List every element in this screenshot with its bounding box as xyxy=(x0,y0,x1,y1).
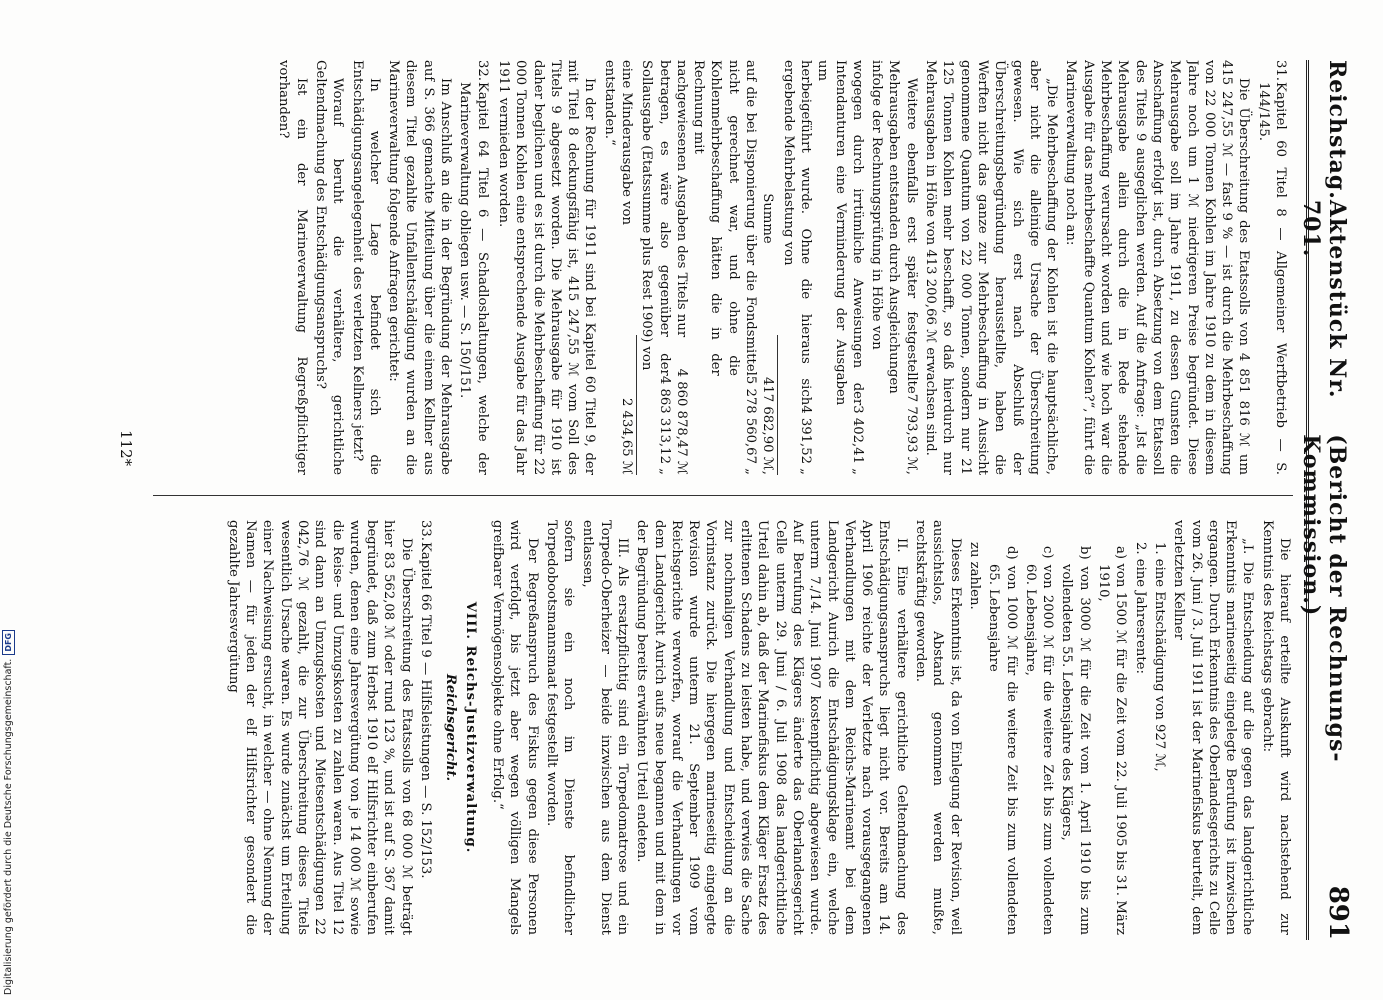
paragraph: Worauf beruht die verhältere, gerichtliche Geltendmachung des Entschädigungsanspruchs? xyxy=(312,60,346,475)
paragraph: II. Eine verhältere gerichtliche Geltendmachung des Entschädigungsanspruchs liegt nicht vor. Bereits am 14. April 1906 reichte der Verletzte nach vorausgegangenen Verhandlungen mit dem Reichs-Marineamt bei dem Landgericht Aurich die Entschädigungsklage ein, welche unterm 7./14. Juni 1907 kostenpflichtig abgewiesen wurde. Auf Berufung des Klägers änderte das Oberlandesgericht Celle unterm 29. Juni / 6. Juli 1908 das landgerichtliche Urteil dahin ab, daß der Marinefiskus dem Kläger Ersatz des erlittenen Schadens zu leisten habe, und verwies die Sache zur nochmaligen Verhandlung und Entscheidung an die Vorinstanz zurück. Die hiergegen marineseitig eingelegte Revision wurde unterm 21. September 1909 vom Reichsgerichte verworfen, worauf die Verhandlungen vor dem Landgericht Aurich aufs neue begannen und mit dem in der Begründung bereits erwähnten Urteil endeten. xyxy=(634,520,909,935)
header-reichstag: Reichstag. xyxy=(1324,60,1350,200)
list-end: zu zahlen. xyxy=(966,542,982,610)
item-31-heading xyxy=(1254,60,1289,475)
amount-label: Weitere ebenfalls erst später festgestellte Mehrausgaben entstanden durch Ausgleichungen infolge der Rechnungsprüfung in Höhe von xyxy=(869,60,919,394)
amount-row xyxy=(673,60,690,475)
paragraph: „I. Die Entscheidung auf die gegen das landgerichtliche Erkenntnis marineseitig eingelegte Berufung ist inzwischen ergangen. Durch Erkenntnis des Oberlandesgerichts zu Celle vom 26. Juni / 3. Juli 1911 ist der Marinefiskus beurteilt, dem verletzten Kellner xyxy=(1171,520,1256,935)
list-item: 2. eine Jahresrente: xyxy=(1132,542,1148,674)
sum-value: 417 682,90 ℳ, xyxy=(760,377,776,475)
list-item: 1. eine Entschädigung von 927 ℳ, xyxy=(1151,542,1167,772)
page-number: 891 xyxy=(1323,885,1353,940)
amount-label: wogegen durch irrtümliche Anweisungen der Intendanturen eine Verminderung der Ausgaben um xyxy=(815,60,865,406)
item-31-title: Kapitel 60 Titel 8 — Allgemeiner Werftbetrieb — S. 144/145. xyxy=(1255,82,1288,475)
list-item: a) von 1500 ℳ für die Zeit vom 22. Juli 1905 bis 31. März 1910, xyxy=(1096,546,1129,935)
paragraph: sofern sie ein noch im Dienste befindlicher Torpedobootsmannsmaat festgestellt worden. xyxy=(543,520,577,935)
paragraph: Die Überschreitung des Etatssolls von 68 000 ℳ beträgt hier 83 562,08 ℳ oder rund 123 %, und ist auf S. 367 damit begründet, daß zum Herbst 1910 elf Hilfsrichter einberufen wurden, denen eine Jahresvergütung von je 14 000 ℳ sowie die Reise- und Umzugskosten zu zahlen waren. Aus Titel 12 sind dann an Umzugskosten und Mietsentschädigungen 22 042,76 ℳ gezahlt, die zur Überschreitung dieses Titels wesentlich Ursache waren. Es wurde zunächst um Erteilung einer Nachweisung ersucht, in welcher — ohne Nennung der Namen — für jeden der elf Hilfsrichter gesondert die gezahlte Jahresvergütung xyxy=(225,520,414,935)
amount-row xyxy=(618,60,635,475)
header-commission: (Bericht der Rechnungs-Kommission.) xyxy=(1298,434,1350,763)
amount-value: 2 434,65 ℳ xyxy=(619,397,635,475)
paragraph: entstanden.“ xyxy=(601,60,617,146)
item-33-number: 33. xyxy=(418,520,434,541)
amount-row xyxy=(690,60,759,475)
amount-label: nachgewiesenen Ausgaben des Titels nur xyxy=(673,60,689,338)
amount-row xyxy=(638,60,673,475)
amount-label: herbeigeführt wurde. Ohne die hieraus sich ergebende Mehrbelastung von xyxy=(780,60,813,406)
section-subtitle: Reichsgericht. xyxy=(443,673,459,782)
amount-row xyxy=(779,60,814,475)
item-32-title: Kapitel 64 Titel 6 — Schadloshaltungen, welche der Marineverwaltung obliegen usw. — S. 150/151. xyxy=(457,82,490,475)
amount-value: 5 278 560,67 „ xyxy=(743,375,759,475)
paragraph: „Die Mehrbeschaffung der Kohlen ist die hauptsächliche, aber nicht die alleinige Ursache der Überschreitung gewesen. Wie sich erst nach Abschluß der Überschreitungsbegründung herausstellte, haben die Werften nicht das ganze zur Mehrbeschaffung in Aussicht genommene Quantum von 22 000 Tonnen, sondern nur 21 125 Tonnen Kohlen mehr beschafft, so daß hierdurch nur Mehrausgaben in Höhe von 413 200,66 ℳ erwachsen sind. xyxy=(923,60,1060,475)
amount-value: 4 860 878,47 ℳ xyxy=(673,368,689,475)
list-item: c) von 2000 ℳ für die weitere Zeit bis zum vollendeten 60. Lebensjahre, xyxy=(1022,546,1056,935)
section-title: VIII. Reichs-Justizverwaltung. xyxy=(462,601,478,854)
dfg-logo: DFG xyxy=(2,630,15,655)
item-32-heading xyxy=(456,60,491,475)
sum-rule xyxy=(777,335,778,475)
paragraph: III. Als ersatzpflichtig sind ein Torpedomatrose und ein Torpedo-Oberheizer — beide inzwischen aus dem Dienst entlassen, xyxy=(580,520,631,935)
amount-label: eine Minderausgabe von xyxy=(619,60,635,226)
amount-value: 4 863 313,12 „ xyxy=(656,375,672,475)
amount-label: betragen, es wäre also gegenüber der Sollausgabe (Etatssumme plus Rest 1909) von xyxy=(639,60,672,376)
paragraph: Die hierauf erteilte Auskunft wird nachstehend zur Kenntnis des Reichstags gebracht: xyxy=(1259,520,1292,935)
amount-value: 4 391,52 „ xyxy=(797,405,813,475)
header-aktenstueck: Aktenstück Nr. 701. xyxy=(1298,199,1350,399)
item-33-heading xyxy=(417,520,434,935)
paragraph: Dieses Erkenntnis ist, da von Einlegung der Revision, weil aussichtslos, Abstand genommen werden mußte, rechtskräftig geworden. xyxy=(913,520,963,935)
sum-label: Summe xyxy=(760,193,776,244)
paragraph: Die Überschreitung des Etatssolls von 4 851 816 ℳ um 415 247,55 ℳ — fast 9 % — ist durch die Mehrbeschaffung von 22 000 Tonnen Kohlen im Jahre 1910 zu dem in diesem Jahre noch um 1 ℳ niedrigeren Preise begründet. Diese Mehrausgabe soll im Jahre 1911, zu dessen Gunsten die Anschaffung erfolgt ist, durch Absetzung von dem Etatssoll des Titels 9 ausgeglichen werden. Auf die Anfrage: „Ist die Mehrausgabe allein durch die in Rede stehende Mehrbeschaffung verursacht worden und wie hoch war die Ausgabe für das mehrbeschaffte Quantum Kohlen?“, führt die Marineverwaltung noch an: xyxy=(1063,60,1252,475)
page-header xyxy=(1298,60,1353,940)
amount-label: auf die bei Disponierung über die Fondsmittel nicht gerechnet war, und ohne die Kohlenmehrbeschaffung hätten die in der Rechnung mit xyxy=(691,60,759,376)
digitization-credit xyxy=(2,630,15,995)
credit-text: Digitalisierung gefördert durch die Deutsche Forschungsgemeinschaft. xyxy=(3,658,14,995)
paragraph: In welcher Lage befindet sich die Entschädigungsangelegenheit des verletzten Kellners jetzt? xyxy=(349,60,382,475)
amount-row xyxy=(814,60,866,475)
sum-row xyxy=(759,60,776,475)
right-column xyxy=(143,520,1293,935)
paragraph: Der Regreßanspruch des Fiskus gegen diese Personen wird verfolgt, bis jetzt aber wegen völligen Mangels greifbarer Vermögensobjekte ohne Erfolg.“ xyxy=(489,520,540,935)
paragraph: Im Anschluß an die in der Begründung der Mehrausgabe auf S. 366 gemachte Mitteilung über die einem Kellner aus diesem Titel gezahlte Unfallentschädigung wurden an die Marineverwaltung folgende Anfragen gerichtet: xyxy=(386,60,454,475)
item-31-number: 31. xyxy=(1273,60,1288,81)
item-33-title: Kapitel 66 Titel 9 — Hilfsleistungen — S. 152/153. xyxy=(418,542,434,879)
list-item: b) von 3000 ℳ für die Zeit vom 1. April 1910 bis zum vollendeten 55. Lebensjahre des Klägers, xyxy=(1059,546,1092,935)
list-item: d) von 1000 ℳ für die weitere Zeit bis zum vollendeten 65. Lebensjahre xyxy=(986,546,1019,935)
left-column xyxy=(143,60,1293,475)
column-divider xyxy=(153,495,1293,496)
amount-value: 3 402,41 „ xyxy=(849,405,865,475)
paragraph: In der Rechnung für 1911 sind bei Kapitel 60 Titel 9, der mit Titel 8 deckungsfähig ist, 415 247,55 ℳ vom Soll des Titels 9 abgesetzt worden. Die Mehrausgabe für 1910 ist daher beglichen und es ist durch die Mehrbeschaffung für 22 000 Tonnen Kohlen eine entsprechende Ausgabe für das Jahr 1911 vermieden worden. xyxy=(495,60,598,475)
item-32-number: 32. xyxy=(474,60,490,81)
amount-row xyxy=(866,60,920,475)
page-signature: 112* xyxy=(117,430,135,467)
sum-rule xyxy=(636,335,637,475)
amount-value: 7 793,93 ℳ, xyxy=(903,393,919,475)
paragraph: Ist ein der Marineverwaltung Regreßpflichtiger vorhanden? xyxy=(276,60,309,475)
